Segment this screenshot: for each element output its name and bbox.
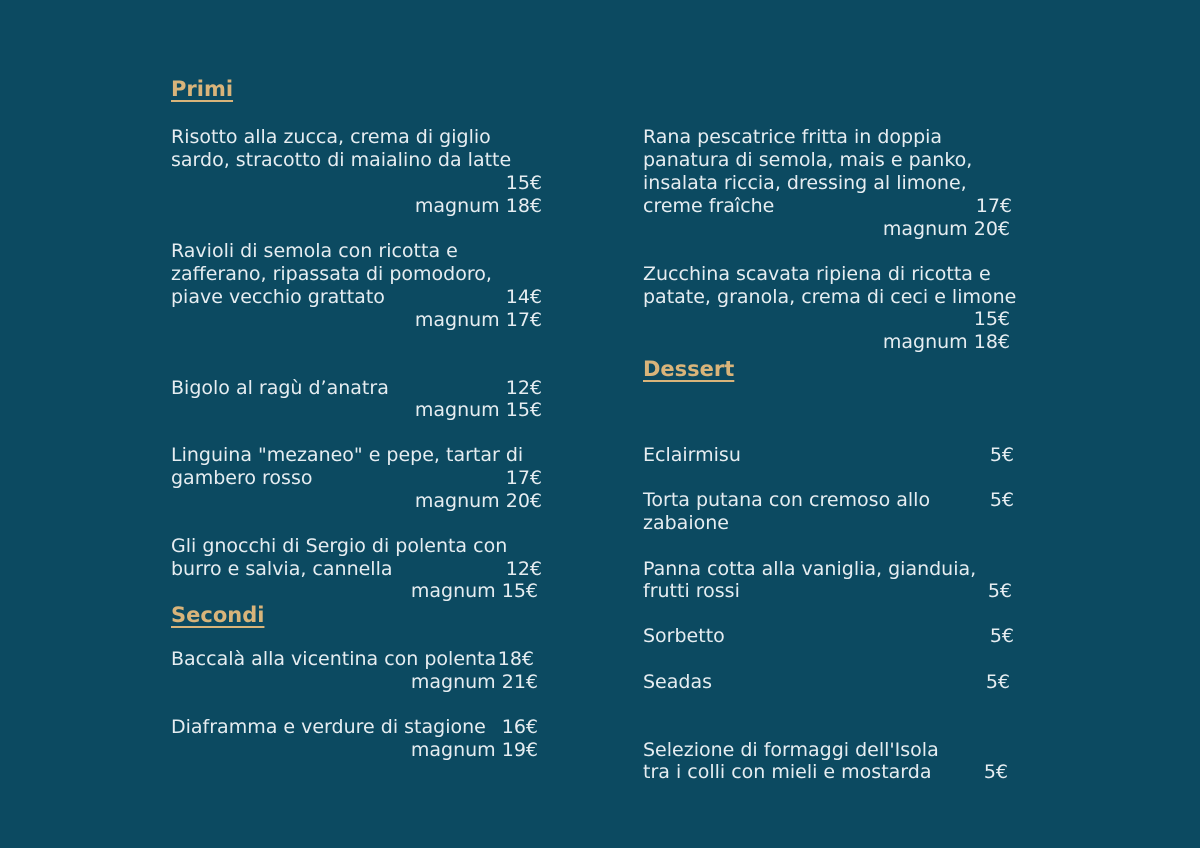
dish-line: Baccalà alla vicentina con polenta: [171, 648, 497, 670]
dish-line: insalata riccia, dressing al limone,: [643, 172, 967, 194]
dish-line: Diaframma e verdure di stagione: [171, 716, 486, 738]
dish-line: Rana pescatrice fritta in doppia: [643, 126, 943, 148]
dish-line: sardo, stracotto di maialino da latte: [171, 149, 512, 171]
section-title-secondi: Secondi: [171, 603, 265, 627]
dish-line: Bigolo al ragù d’anatra: [171, 377, 389, 399]
dish-price: 14€: [505, 286, 542, 308]
dish-price: 5€: [983, 761, 1008, 783]
dish-line: Torta putana con cremoso allo: [643, 489, 931, 511]
dish-line: Selezione di formaggi dell'Isola: [643, 739, 939, 761]
dish-price: 12€: [505, 558, 542, 580]
dish-line: burro e salvia, cannella: [171, 558, 393, 580]
dish-price: 16€: [501, 716, 538, 738]
dish-line: Linguina "mezaneo" e pepe, tartar di: [171, 444, 524, 466]
dish-price: 17€: [505, 467, 542, 489]
dish-magnum-price: magnum 21€: [410, 671, 538, 693]
dish-line: gambero rosso: [171, 467, 313, 489]
dish-line: zafferano, ripassata di pomodoro,: [171, 263, 492, 285]
dish-line: Sorbetto: [643, 625, 725, 647]
dish-magnum-price: magnum 19€: [410, 739, 538, 761]
dish-line: zabaione: [643, 512, 729, 534]
section-title-dessert: Dessert: [643, 357, 735, 381]
dish-magnum-price: magnum 18€: [414, 195, 542, 217]
dish-line: tra i colli con mieli e mostarda: [643, 761, 932, 783]
dish-price: 5€: [989, 625, 1014, 647]
dish-price: 17€: [975, 195, 1012, 217]
dish-price: 12€: [505, 377, 542, 399]
dish-magnum-price: magnum 20€: [882, 218, 1010, 240]
dish-line: Panna cotta alla vaniglia, gianduia,: [643, 558, 977, 580]
dish-line: piave vecchio grattato: [171, 286, 385, 308]
dish-magnum-price: magnum 17€: [414, 309, 542, 331]
dish-price: 15€: [973, 308, 1010, 330]
section-title-primi: Primi: [171, 77, 234, 101]
dish-line: Seadas: [643, 671, 712, 693]
dish-line: creme fraîche: [643, 195, 775, 217]
dish-line: Eclairmisu: [643, 444, 741, 466]
dish-line: panatura di semola, mais e panko,: [643, 149, 973, 171]
dish-line: frutti rossi: [643, 580, 740, 602]
dish-price: 5€: [989, 489, 1014, 511]
dish-line: Zucchina scavata ripiena di ricotta e: [643, 263, 991, 285]
dish-line: Ravioli di semola con ricotta e: [171, 240, 458, 262]
dish-price: 5€: [989, 444, 1014, 466]
dish-magnum-price: magnum 15€: [410, 580, 538, 602]
dish-price: 5€: [987, 580, 1012, 602]
dish-magnum-price: magnum 20€: [414, 490, 542, 512]
dish-price: 18€: [497, 648, 534, 670]
dish-line: Gli gnocchi di Sergio di polenta con: [171, 535, 508, 557]
dish-magnum-price: magnum 15€: [414, 399, 542, 421]
dish-line: patate, granola, crema di ceci e limone: [643, 286, 1017, 308]
dish-price: 5€: [985, 671, 1010, 693]
dish-magnum-price: magnum 18€: [882, 331, 1010, 353]
dish-price: 15€: [505, 172, 542, 194]
dish-line: Risotto alla zucca, crema di giglio: [171, 126, 491, 148]
